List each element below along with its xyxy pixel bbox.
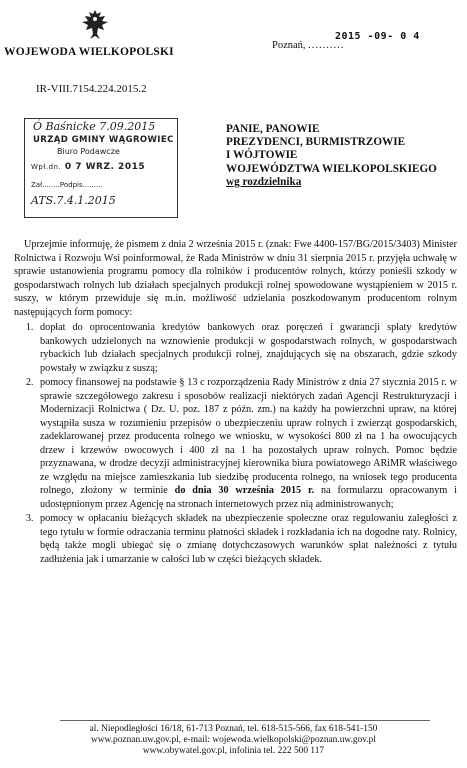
footer-divider: [60, 720, 430, 721]
letter-body: [14, 238, 457, 567]
addressee-block: [226, 123, 437, 189]
stamp-signature: Ó Baśnicke 7.09.2015: [33, 120, 156, 133]
aid-item-text: dopłat do oprocentowania kredytów bankowych oraz poręczeń i gwarancji spłaty kredytów bankowych udzielonych na wznowienie produkcji w gospodarstwach rolnych, w gospodarstwach rybackich lub działach specjalnych produkcji rolnej, znajdujących się na obszarach, gdzie szkody powstały w związku z suszą;: [40, 322, 457, 374]
distribution-note: wg rozdzielnika: [226, 175, 302, 188]
addressee-line: PREZYDENCI, BURMISTRZOWIE: [226, 136, 406, 149]
stamp-office: URZĄD GMINY WĄGROWIEC: [33, 135, 174, 145]
polish-eagle-emblem-icon: [80, 8, 110, 42]
stamp-attachments: Zał........Podpis.........: [31, 181, 103, 189]
footer-address: al. Niepodległości 16/18, 61-713 Poznań, tel. 618-515-566, fax 618-541-150: [89, 724, 378, 734]
footer-hotline: www.obywatel.gov.pl, infolinia tel. 222 500 117: [142, 746, 325, 756]
stamp-desk: Biuro Podawcze: [57, 147, 120, 156]
aid-forms-list: [14, 321, 457, 566]
stamp-registry: ATS.7.4.1.2015: [31, 194, 116, 207]
stamp-received-label: Wpł.dn.: [31, 163, 62, 171]
office-name: WOJEWODA WIELKOPOLSKI: [4, 46, 174, 58]
aid-item-financial-aid: [36, 376, 457, 511]
letter-date: 2015 -09- 0 4: [335, 31, 420, 42]
aid-item-text: pomocy w opłacaniu bieżących składek na ubezpieczenie społeczne oraz regulowaniu zaległości z tego tytułu w formie odraczania terminu płatności składek i rozkładania ich na dogodne raty. Rolnicy, będą także mogli ubiegać się o zmianę dotychczasowych warunków spłat należności z tytułu zadłużenia jak i umarzanie w całości lub w części bieżących składek.: [40, 513, 457, 565]
place-date-line: [272, 31, 420, 51]
received-stamp: [24, 118, 178, 218]
addressee-line: I WÓJTOWIE: [226, 149, 298, 162]
aid-item-credit-subsidies: [36, 321, 457, 375]
place-dots: ..........: [308, 40, 345, 51]
stamp-received-date: [31, 162, 145, 172]
place-label: Poznań,: [272, 40, 306, 51]
stamp-received-value: 0 7 WRZ. 2015: [64, 162, 146, 172]
aid-item-text-after: na formularzu opracowanym i udostępnionym przez Agencję na stronach internetowych przez nią administrowanych;: [40, 485, 457, 510]
footer: [0, 724, 467, 757]
aid-item-text: pomocy finansowej na podstawie § 13 c rozporządzenia Rady Ministrów z dnia 27 stycznia 2015 r. w sprawie szczegółowego zakresu i sposobów realizacji niektórych zadań Agencji Restrukturyzacji i Modernizacji Rolnictwa ( Dz. U. poz. 187 z późn. zm.) na każdy ha powierzchni upraw, na której wystąpiła susza w rozumieniu przepisów o ubezpieczeniu upraw rolnych i zwierząt gospodarskich, zadeklarowanej przez producenta rolnego we wniosku, w wysokości 800 zł na 1 ha owocujących drzew i krzewów owocowych i 400 zł na 1 ha pozostałych upraw rolnych. Pomoc będzie przyznawana, w drodze decyzji administracyjnej kierownika biura powiatowego ARiMR właściwego ze względu na miejsce zamieszkania lub siedzibę producenta rolnego, na wniosek tego producenta rolnego, złożony w terminie: [40, 377, 457, 496]
aid-deadline: do dnia 30 września 2015 r.: [174, 485, 315, 496]
reference-number: IR-VIII.7154.224.2015.2: [36, 83, 147, 95]
aid-item-social-insurance: [36, 512, 457, 566]
footer-web-email: www.poznan.uw.gov.pl, e-mail: wojewoda.wielkopolski@poznan.uw.gov.pl: [91, 735, 376, 745]
letter-intro: Uprzejmie informuję, że pismem z dnia 2 września 2015 r. (znak: Fwe 4400-157/BG/2015/3403) Minister Rolnictwa i Rozwoju Wsi poinformował, że Rada Ministrów w dniu 31 sierpnia 2015 r. przyjęła uchwałę w sprawie ustanowienia programu pomocy dla rolników i producentów rolnych, którzy ponieśli szkody w gospodarstwach rolnych lub działach specjalnych produkcji rolnej spowodowane wystąpieniem w 2015 r. suszy, w którym przewiduje się m.in. możliwość udzielania poszkodowanym producentom rolnym następujących form pomocy:: [14, 239, 457, 318]
addressee-line: WOJEWÓDZTWA WIELKOPOLSKIEGO: [226, 162, 437, 175]
addressee-line: PANIE, PANOWIE: [226, 123, 320, 135]
